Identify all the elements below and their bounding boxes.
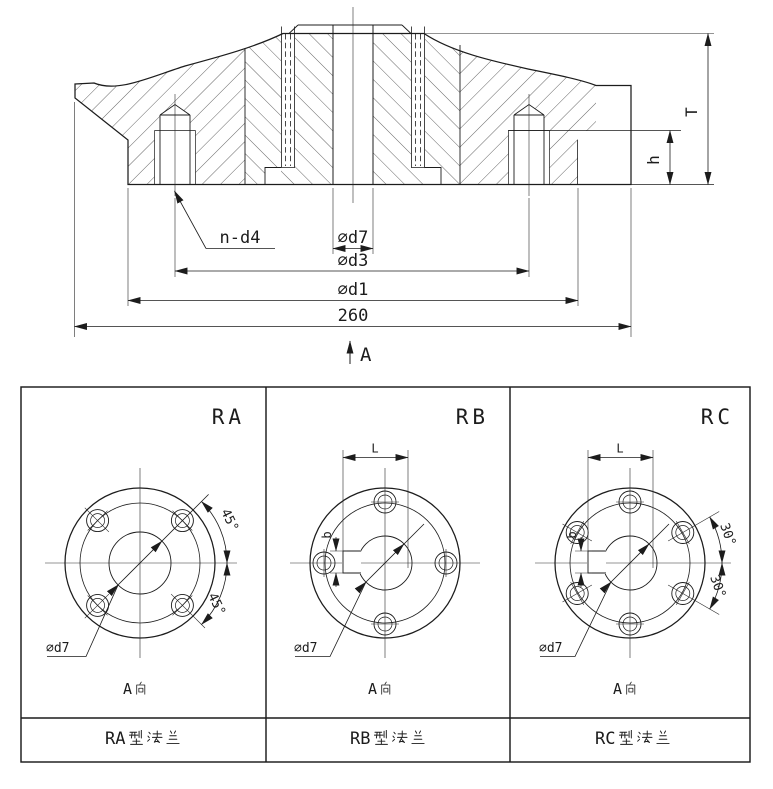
dim-label-b: b — [320, 531, 334, 539]
view-direction-text — [123, 680, 147, 698]
dim-bolt-holes-nd4 — [175, 191, 276, 249]
svg-text:A: A — [123, 680, 133, 698]
dim-label-d3: ∅d3 — [337, 251, 369, 271]
svg-text:RB: RB — [350, 729, 371, 749]
svg-text:A: A — [613, 680, 623, 698]
bore-label: ∅d7 — [46, 641, 70, 656]
view-rc-label: RC — [700, 405, 734, 429]
svg-text:RC: RC — [595, 729, 616, 749]
dim-label-nd4: n-d4 — [219, 228, 261, 248]
dim-label-b: b — [565, 531, 579, 539]
view-direction-text — [613, 680, 637, 698]
view-arrow-label: A — [360, 344, 372, 366]
dim-label-T: T — [682, 107, 701, 117]
angle-label: 45° — [217, 506, 242, 535]
section-view — [70, 7, 714, 366]
bore-leader — [47, 494, 209, 656]
angle-label: 30° — [716, 521, 739, 549]
bore-leader — [295, 524, 424, 657]
caption-rc — [595, 729, 669, 749]
angle-label: 45° — [204, 590, 229, 619]
view-rb — [290, 405, 489, 749]
view-direction-arrow — [350, 341, 372, 366]
dim-label-L: L — [616, 441, 624, 456]
centerlines — [45, 468, 237, 658]
dim-label-d7: ∅d7 — [337, 228, 369, 248]
svg-text:RA: RA — [105, 729, 126, 749]
view-rc — [535, 405, 738, 749]
view-ra-label: RA — [211, 405, 245, 429]
flange-table — [21, 387, 750, 762]
centerlines — [535, 468, 731, 658]
bore-label: ∅d7 — [294, 641, 318, 656]
dim-label-h: h — [644, 155, 663, 165]
view-direction-text — [368, 680, 392, 698]
caption-rb — [350, 729, 424, 749]
view-ra — [45, 405, 245, 749]
dim-label-260: 260 — [337, 306, 369, 326]
dim-label-d1: ∅d1 — [337, 280, 369, 300]
table-border — [21, 387, 750, 762]
angle-label: 30° — [706, 573, 729, 601]
bore-label: ∅d7 — [539, 641, 563, 656]
dim-label-L: L — [371, 441, 379, 456]
bore-leader — [540, 524, 669, 657]
table-grid — [21, 387, 750, 762]
svg-text:A: A — [368, 680, 378, 698]
view-rb-label: RB — [455, 405, 489, 429]
caption-ra — [105, 729, 179, 749]
